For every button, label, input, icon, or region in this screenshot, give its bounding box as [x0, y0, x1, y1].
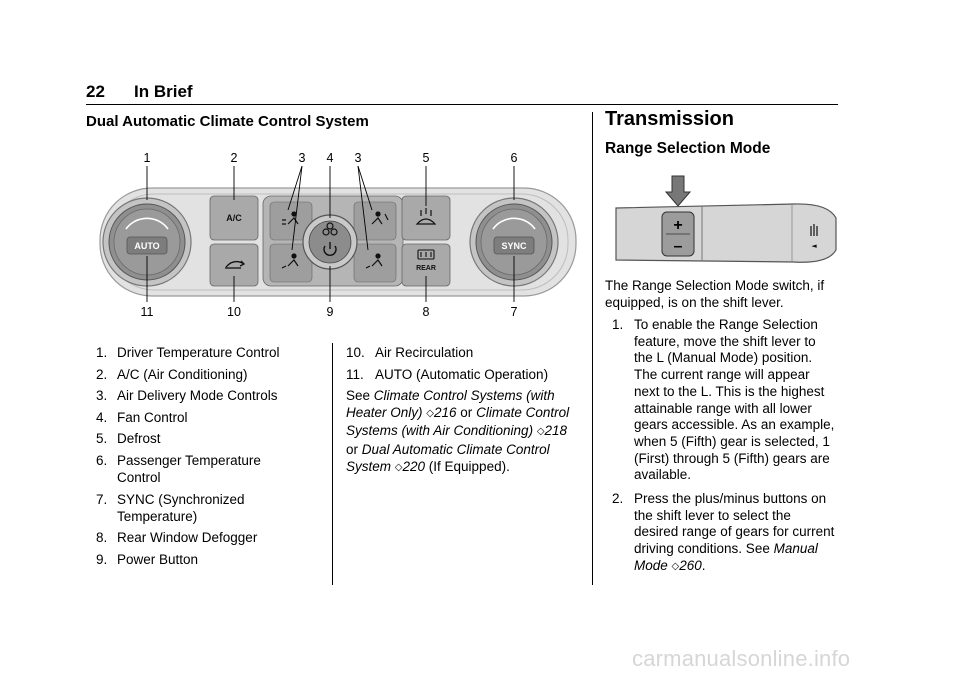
callout-8: 8 — [422, 305, 430, 319]
climate-legend-list-2 — [346, 344, 582, 387]
callout-11: 11 — [140, 305, 154, 319]
page-ref-icon: ◇ — [536, 426, 545, 438]
watermark: carmanualsonline.info — [632, 646, 851, 671]
list-item: 8. Rear Window Defogger — [96, 530, 258, 546]
list-item: 9. Power Button — [96, 551, 199, 567]
reference-link[interactable]: Dual Automatic Climate Control System — [346, 441, 550, 474]
callout-3b: 3 — [354, 151, 362, 165]
list-item: 1. To enable the Range Selection feature, move the shift lever to the L (Manual Mode) position. The current range will appear next to the L. This is the highest attainable range with all lower gears accessible. As an example, when 5 (Fifth) gear is selected, 1 (First) through 5 (Fifth) gears are available. — [612, 317, 835, 483]
down-arrow-icon — [666, 176, 690, 206]
column-divider — [592, 112, 593, 585]
auto-label: AUTO — [134, 241, 160, 251]
cross-reference: See Climate Control Systems (with Heater Only) ◇216 or Climate Control Systems (with Air Conditioning) ◇218 or Dual Automatic Climate Control System ◇220 (If Equipped). — [346, 388, 570, 474]
page-ref-icon: ◇ — [426, 408, 434, 420]
list-item: 10. Air Recirculation — [346, 345, 474, 360]
minus-label: – — [673, 238, 683, 255]
callout-2: 2 — [230, 151, 238, 165]
rear-label: REAR — [416, 265, 436, 272]
climate-heading: Dual Automatic Climate Control System — [86, 113, 369, 130]
column-divider — [332, 343, 333, 585]
shift-lever-illustration — [614, 174, 840, 266]
callout-10: 10 — [227, 305, 241, 319]
range-selection-heading: Range Selection Mode — [605, 140, 771, 157]
page-ref-icon: ◇ — [671, 560, 680, 572]
page-header — [86, 80, 838, 105]
reference-link[interactable]: Climate Control Systems (with Air Conditioning) — [346, 405, 570, 439]
section-title: In Brief — [134, 82, 193, 101]
list-item: 5. Defrost — [96, 431, 161, 447]
climate-control-diagram — [98, 146, 580, 324]
reference-link[interactable]: Manual Mode — [634, 541, 818, 573]
list-item: 11. AUTO (Automatic Operation) — [346, 366, 549, 382]
transmission-heading: Transmission — [605, 108, 734, 130]
sync-label: SYNC — [501, 241, 527, 251]
list-item: 6. Passenger Temperature Control — [96, 452, 261, 485]
ac-label: A/C — [226, 213, 242, 223]
list-item: 2. Press the plus/minus buttons on the shift lever to select the desired range of gears for current driving conditions. See Manual Mode ◇260. — [612, 491, 835, 573]
climate-legend-list — [96, 344, 326, 572]
gate-indicator: ◄ — [811, 242, 817, 250]
list-item: 4. Fan Control — [96, 409, 188, 425]
list-item: 1. Driver Temperature Control — [96, 345, 280, 360]
callout-1: 1 — [143, 151, 151, 165]
callout-7: 7 — [510, 305, 518, 319]
page-number: 22 — [86, 82, 105, 101]
list-item: 2. A/C (Air Conditioning) — [96, 366, 248, 382]
plus-label: + — [673, 217, 683, 234]
callout-6: 6 — [510, 151, 518, 165]
callout-3a: 3 — [298, 151, 306, 165]
range-steps-list — [612, 317, 838, 583]
list-item: 3. Air Delivery Mode Controls — [96, 388, 278, 404]
page-ref-icon: ◇ — [394, 461, 403, 473]
callout-4: 4 — [326, 151, 334, 165]
reference-link[interactable]: Climate Control Systems (with Heater Only) — [346, 388, 555, 421]
transmission-intro: The Range Selection Mode switch, if equipped, is on the shift lever. — [605, 278, 825, 311]
list-item: 7. SYNC (Synchronized Temperature) — [96, 491, 245, 524]
callout-9: 9 — [326, 305, 334, 319]
callout-5: 5 — [422, 151, 430, 165]
